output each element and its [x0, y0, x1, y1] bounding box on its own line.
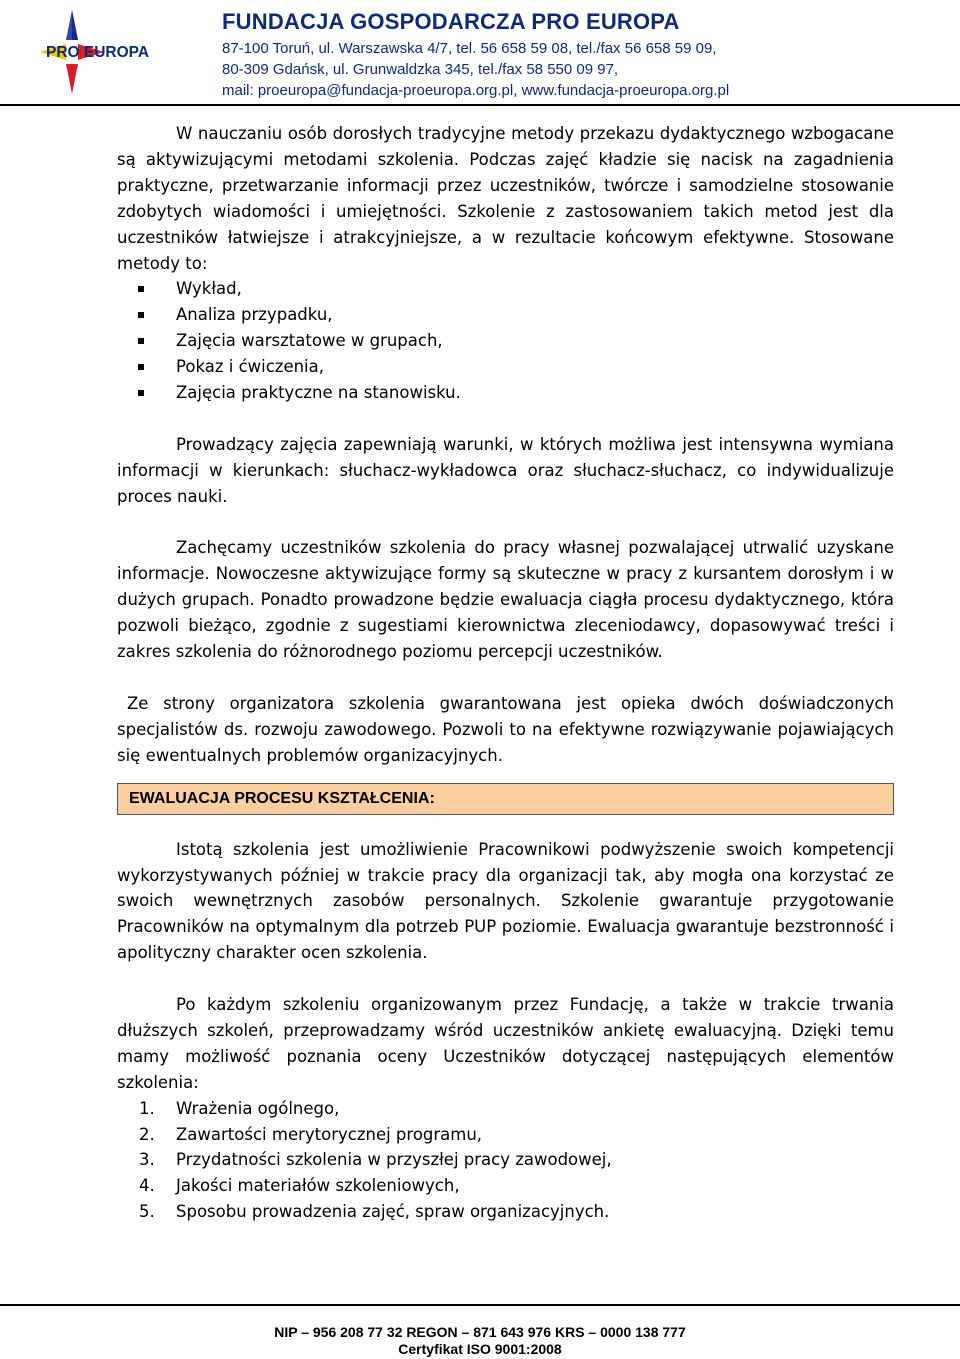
footer-certificate: Certyfikat ISO 9001:2008 — [398, 1341, 562, 1357]
paragraph-instructors: Prowadzący zajęcia zapewniają warunki, w których możliwa jest intensywna wymiana informacji w kierunkach: słuchacz-wykładowca oraz słuchacz-słuchacz, co indywidualizuje proces nauki. — [117, 434, 894, 506]
section-heading: EWALUACJA PROCESU KSZTAŁCENIA: — [117, 783, 894, 815]
logo-text: PRO EUROPA — [46, 44, 150, 61]
list-item: 3. Przydatności szkolenia w przyszłej pracy zawodowej, — [139, 1150, 612, 1170]
list-item: 1. Wrażenia ogólnego, — [139, 1098, 340, 1118]
footer-divider — [0, 1304, 960, 1306]
evaluation-elements-list — [117, 1096, 894, 1226]
letterhead — [0, 0, 960, 108]
address-line: 87-100 Toruń, ul. Warszawska 4/7, tel. 56 658 59 08, tel./fax 56 658 59 09, — [222, 40, 717, 57]
header-divider — [0, 104, 960, 106]
list-item: Zajęcia praktyczne na stanowisku. — [117, 380, 894, 406]
list-item: 4. Jakości materiałów szkoleniowych, — [139, 1176, 460, 1196]
contact-line: mail: proeuropa@fundacja-proeuropa.org.pl, www.fundacja-proeuropa.org.pl — [222, 82, 730, 99]
pro-europa-logo — [36, 6, 192, 98]
bullet-icon — [138, 364, 144, 370]
list-item: Pokaz i ćwiczenia, — [117, 354, 894, 380]
list-item: 5. Sposobu prowadzenia zajęć, spraw organizacyjnych. — [139, 1202, 610, 1222]
paragraph-methods-intro: W nauczaniu osób dorosłych tradycyjne metody przekazu dydaktycznego wzbogacane są aktywizującymi metodami szkolenia. Podczas zajęć kładzie się nacisk na zagadnienia praktyczne, przetwarzanie informacji przez uczestników, twórcze i samodzielne stosowanie zdobytych wiadomości i umiejętności. Szkolenie z zastosowaniem takich metod jest dla uczestników łatwiejsze i atrakcyjniejsze, a w rezultacie końcowym efektywne. Stosowane metody to: — [117, 124, 894, 273]
paragraph-evaluation-survey: Po każdym szkoleniu organizowanym przez Fundację, a także w trakcie trwania dłuższych szkoleń, przeprowadzamy wśród uczestników ankietę ewaluacyjną. Dzięki temu mamy możliwość poznania oceny Uczestników dotyczącej następujących elementów szkolenia: — [117, 995, 894, 1092]
footer-registration: NIP – 956 208 77 32 REGON – 871 643 976 KRS – 0000 138 777 — [274, 1324, 686, 1340]
list-item: 2. Zawartości merytorycznej programu, — [139, 1124, 483, 1144]
document-body — [117, 121, 894, 1225]
paragraph-self-study: Zachęcamy uczestników szkolenia do pracy własnej pozwalającej utrwalić uzyskane informacje. Nowoczesne aktywizujące formy są skuteczne w pracy z kursantem dorosłym i w dużych grupach. Ponadto prowadzone będzie ewaluacja ciągła procesu dydaktycznego, która pozwoli bieżąco, zgodnie z sugestiami kierownictwa zleceniodawcy, dopasowywać treści i zakres szkolenia do różnorodnego poziomu percepcji uczestników. — [117, 538, 894, 662]
paragraph-training-goal: Istotą szkolenia jest umożliwienie Pracownikowi podwyższenie swoich kompetencji wykorzystywanych później w trakcie pracy dla organizacji tak, aby mogła ona korzystać ze swoich wewnętrznych zasobów personalnych. Szkolenie gwarantuje przygotowanie Pracowników na optymalnym dla potrzeb PUP poziomie. Ewaluacja gwarantuje bezstronność i apolityczny charakter ocen szkolenia. — [117, 839, 894, 963]
bullet-icon — [138, 338, 144, 344]
methods-list — [117, 276, 894, 406]
address-line: 80-309 Gdańsk, ul. Grunwaldzka 345, tel./fax 58 550 09 97, — [222, 61, 619, 78]
bullet-icon — [138, 286, 144, 292]
organization-name: FUNDACJA GOSPODARCZA PRO EUROPA — [222, 9, 680, 34]
list-item: Zajęcia warsztatowe w grupach, — [117, 328, 894, 354]
list-item: Wykład, — [117, 276, 894, 302]
paragraph-specialists: Ze strony organizatora szkolenia gwarantowana jest opieka dwóch doświadczonych specjalistów ds. rozwoju zawodowego. Pozwoli to na efektywne rozwiązywanie pojawiających się ewentualnych problemów organizacyjnych. — [117, 693, 894, 765]
bullet-icon — [138, 390, 144, 396]
bullet-icon — [138, 312, 144, 318]
list-item: Analiza przypadku, — [117, 302, 894, 328]
